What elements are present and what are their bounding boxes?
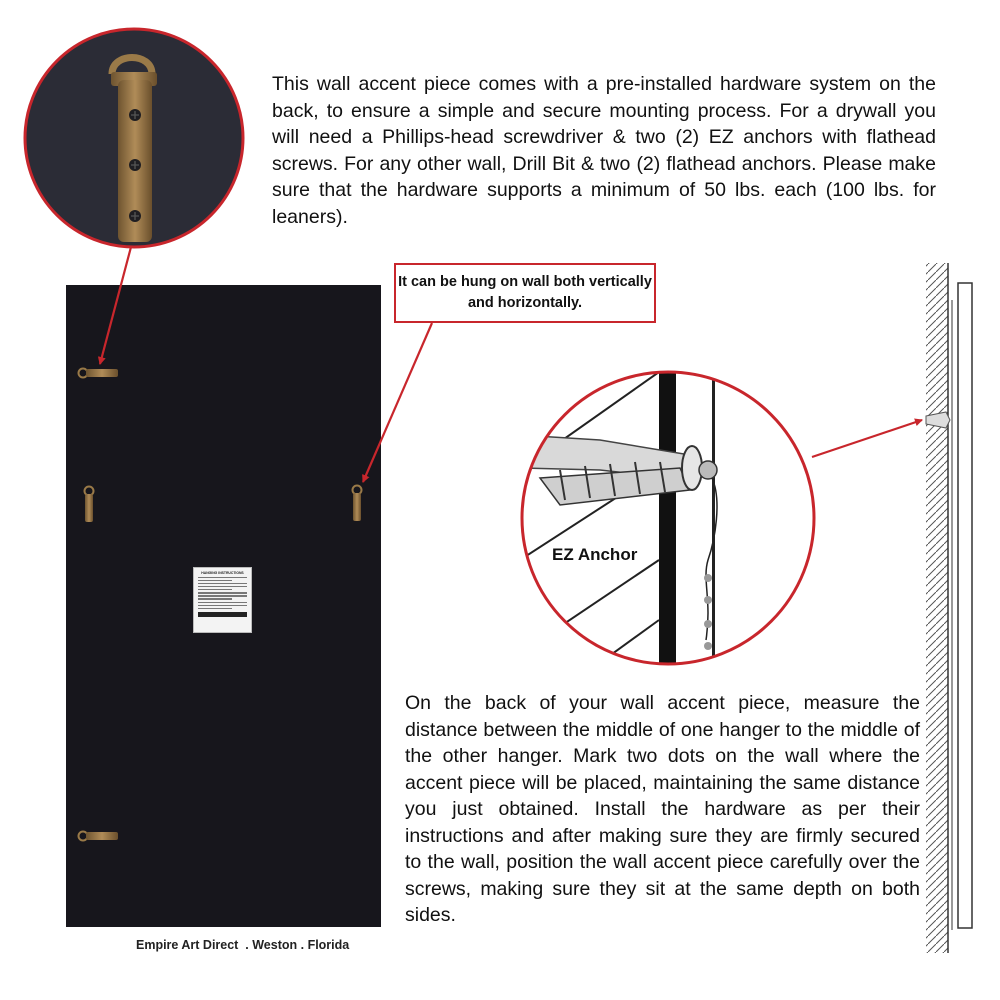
orientation-callout-box bbox=[394, 263, 656, 323]
footer-company-line: Empire Art Direct . Weston . Florida bbox=[136, 938, 350, 952]
arrow-to-wall-side-view bbox=[812, 420, 922, 457]
mounted-piece-profile bbox=[958, 283, 972, 928]
arrow-to-right-hanger bbox=[363, 323, 432, 482]
hanger-vertical-right bbox=[353, 486, 362, 522]
label-sticker-title: HANGING INSTRUCTIONS bbox=[201, 571, 244, 575]
hanger-vertical-left bbox=[85, 487, 94, 523]
hanger-closeup-circle bbox=[20, 25, 250, 255]
ez-anchor-label: EZ Anchor bbox=[552, 545, 638, 564]
arrow-to-upper-hanger bbox=[100, 247, 131, 364]
wall-side-view bbox=[926, 263, 972, 953]
mounting-instructions-paragraph: On the back of your wall accent piece, measure the distance between the middle of one hanger to the middle of the other hanger. Mark two dots on the wall where the accent piece will be placed, maintaining the same distance you just obtained. Install the hardware as per their instructions and after making sure they are firmly secured to the wall, position the wall accent piece carefully over the screws, making sure they sit at the same depth on both sides. bbox=[405, 692, 920, 926]
intro-paragraph: This wall accent piece comes with a pre-installed hardware system on the back, to ensure a simple and secure mounting process. For a drywall you will need a Phillips-head screwdriver & two (2) EZ anchors with flathead screws. For any other wall, Drill Bit & two (2) flathead anchors. Please make sure that the hardware supports a minimum of 50 lbs. each (100 lbs. for leaners). bbox=[272, 73, 936, 228]
orientation-callout-text: It can be hung on wall both vertically and horizontally. bbox=[398, 274, 652, 311]
hanger-horizontal-bottom bbox=[79, 832, 119, 841]
ez-anchor-closeup-circle bbox=[520, 360, 814, 680]
hanger-horizontal-top bbox=[79, 369, 119, 378]
